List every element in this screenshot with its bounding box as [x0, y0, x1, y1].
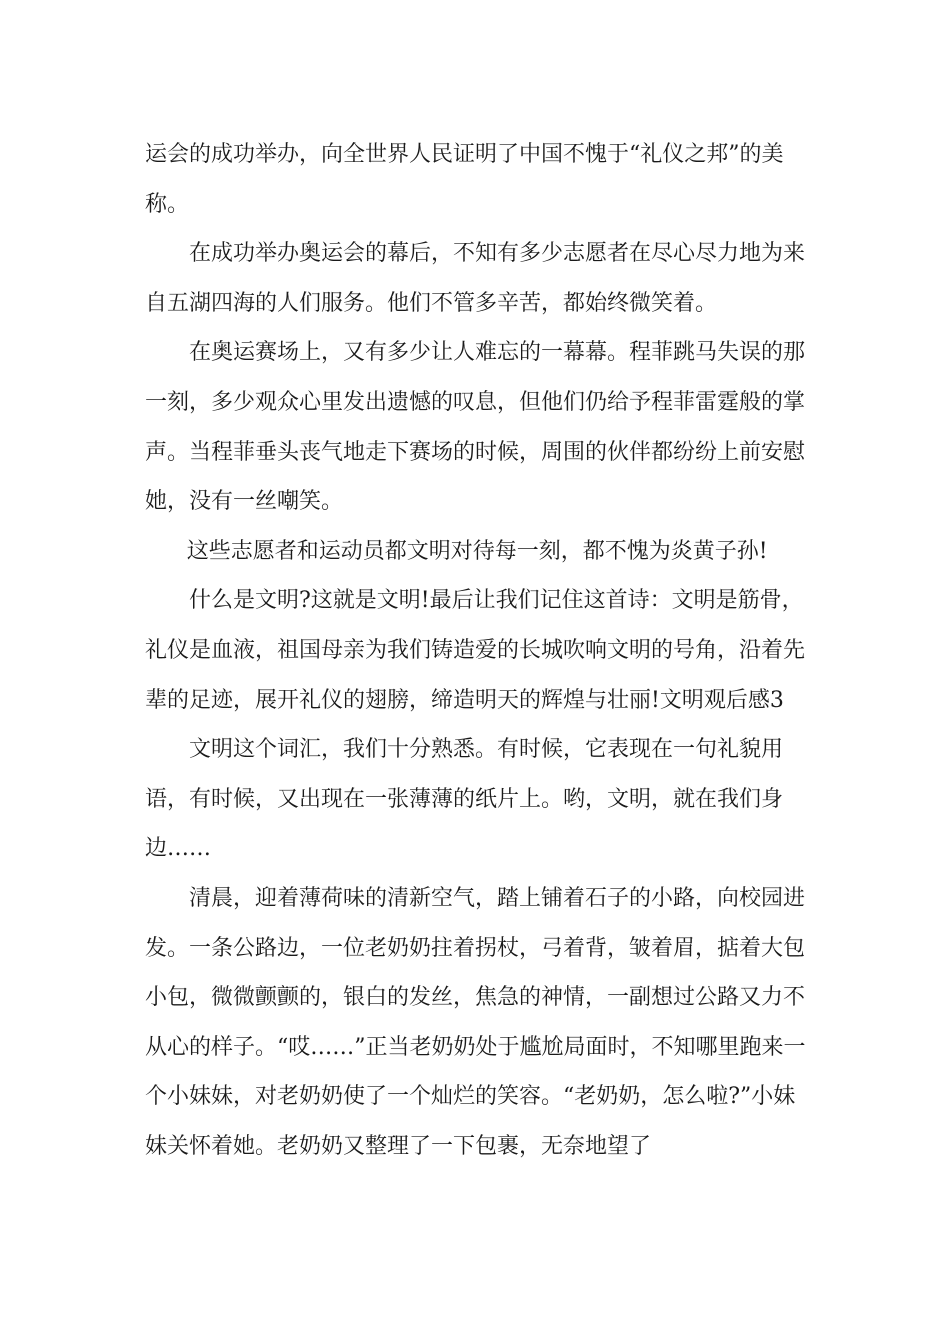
paragraph-2: 在成功举办奥运会的幕后，不知有多少志愿者在尽心尽力地为来自五湖四海的人们服务。他们不管多辛苦，都始终微笑着。: [145, 241, 806, 316]
paragraph-4: 这些志愿者和运动员都文明对待每一刻，都不愧为炎黄子孙!: [186, 538, 768, 564]
paragraph-3: 在奥运赛场上，又有多少让人难忘的一幕幕。程菲跳马失误的那一刻，多少观众心里发出遗憾的叹息，但他们仍给予程菲雷霆般的掌声。当程菲垂头丧气地走下赛场的时候，周围的伙伴都纷纷上前安慰她，没有一丝嘲笑。: [145, 340, 806, 515]
paragraph-7: 清晨，迎着薄荷味的清新空气，踏上铺着石子的小路，向校园进发。一条公路边，一位老奶奶拄着拐杖，弓着背，皱着眉，掂着大包小包，微微颤颤的，银白的发丝，焦急的神情，一副想过公路又力不从心的样子。“哎……”正当老奶奶处于尴尬局面时，不知哪里跑来一个小妹妹，对老奶奶使了一个灿烂的笑容。“老奶奶，怎么啦?”小妹妹关怀着她。老奶奶又整理了一下包裹，无奈地望了: [145, 885, 806, 1159]
document-body: [145, 130, 815, 1171]
paragraph-1: 运会的成功举办，向全世界人民证明了中国不愧于“礼仪之邦”的美称。: [145, 142, 784, 217]
paragraph-6: 文明这个词汇，我们十分熟悉。有时候，它表现在一句礼貌用语，有时候，又出现在一张薄薄的纸片上。哟，文明，就在我们身边……: [145, 737, 784, 862]
paragraph-5: 什么是文明?这就是文明!最后让我们记住这首诗：文明是筋骨，礼仪是血液，祖国母亲为我们铸造爱的长城吹响文明的号角，沿着先辈的足迹，展开礼仪的翅膀，缔造明天的辉煌与壮丽!文明观后感3: [145, 588, 806, 713]
